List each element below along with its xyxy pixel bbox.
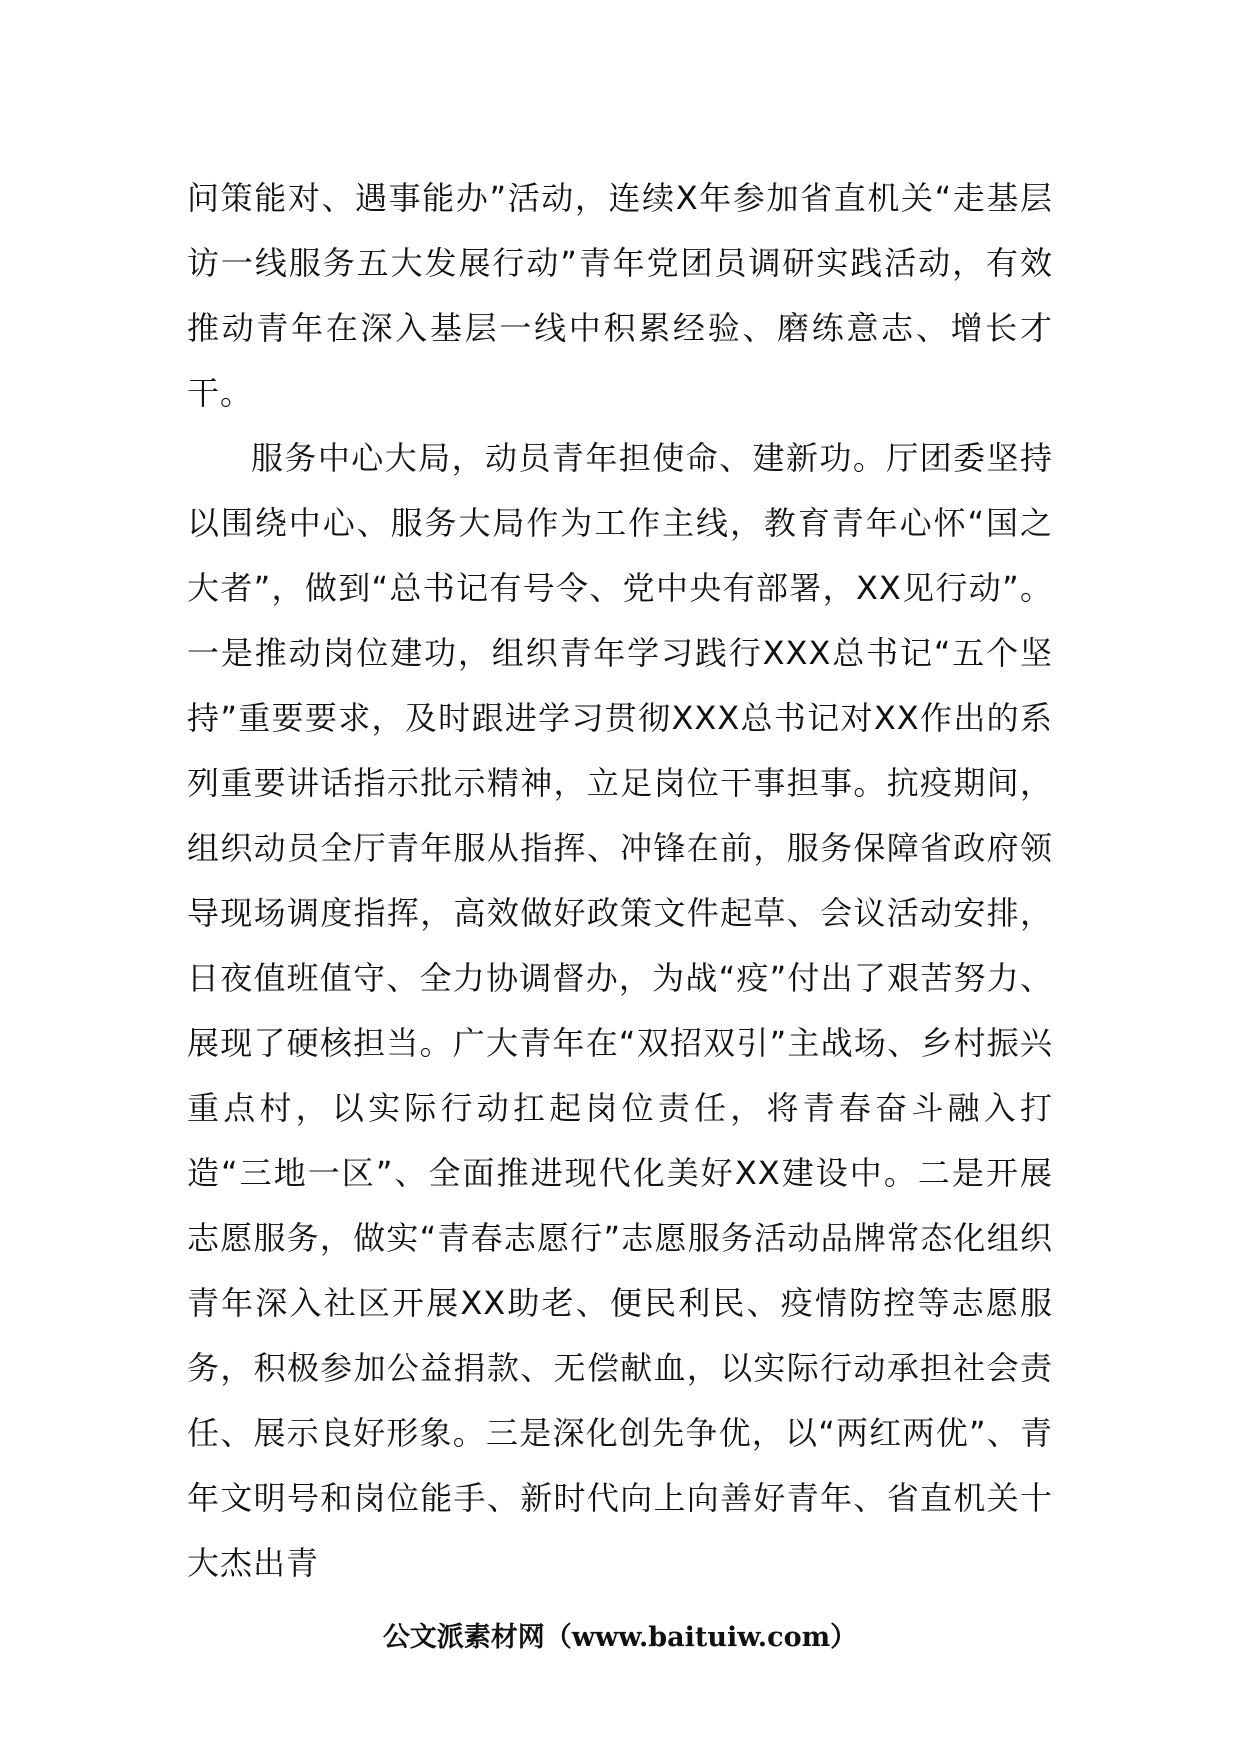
- footer-watermark: 公文派素材网（www.baituiw.com）: [382, 1622, 858, 1653]
- paragraph-service-center: 服务中心大局，动员青年担使命、建新功。厅团委坚持以围绕中心、服务大局作为工作主线，教育青年心怀“国之大者”，做到“总书记有号令、党中央有部署，XX见行动”。一是推动岗位建功，组织青年学习践行XXX总书记“五个坚持”重要要求，及时跟进学习贯彻XXX总书记对XX作出的系列重要讲话指示批示精神，立足岗位干事担事。抗疫期间，组织动员全厅青年服从指挥、冲锋在前，服务保障省政府领导现场调度指挥，高效做好政策文件起草、会议活动安排，日夜值班值守、全力协调督办，为战“疫”付出了艰苦努力、展现了硬核担当。广大青年在“双招双引”主战场、乡村振兴重点村，以实际行动扛起岗位责任，将青春奋斗融入打造“三地一区”、全面推进现代化美好XX建设中。二是开展志愿服务，做实“青春志愿行”志愿服务活动品牌常态化组织青年深入社区开展XX助老、便民利民、疫情防控等志愿服务，积极参加公益捐款、无偿献血，以实际行动承担社会责任、展示良好形象。三是深化创先争优，以“两红两优”、青年文明号和岗位能手、新时代向上向善好青年、省直机关十大杰出青: [187, 439, 1053, 1582]
- document-body: [187, 166, 1053, 1596]
- paragraph-continued: 问策能对、遇事能办”活动，连续X年参加省直机关“走基层访一线服务五大发展行动”青年党团员调研实践活动，有效推动青年在深入基层一线中积累经验、磨练意志、增长才干。: [187, 179, 1053, 412]
